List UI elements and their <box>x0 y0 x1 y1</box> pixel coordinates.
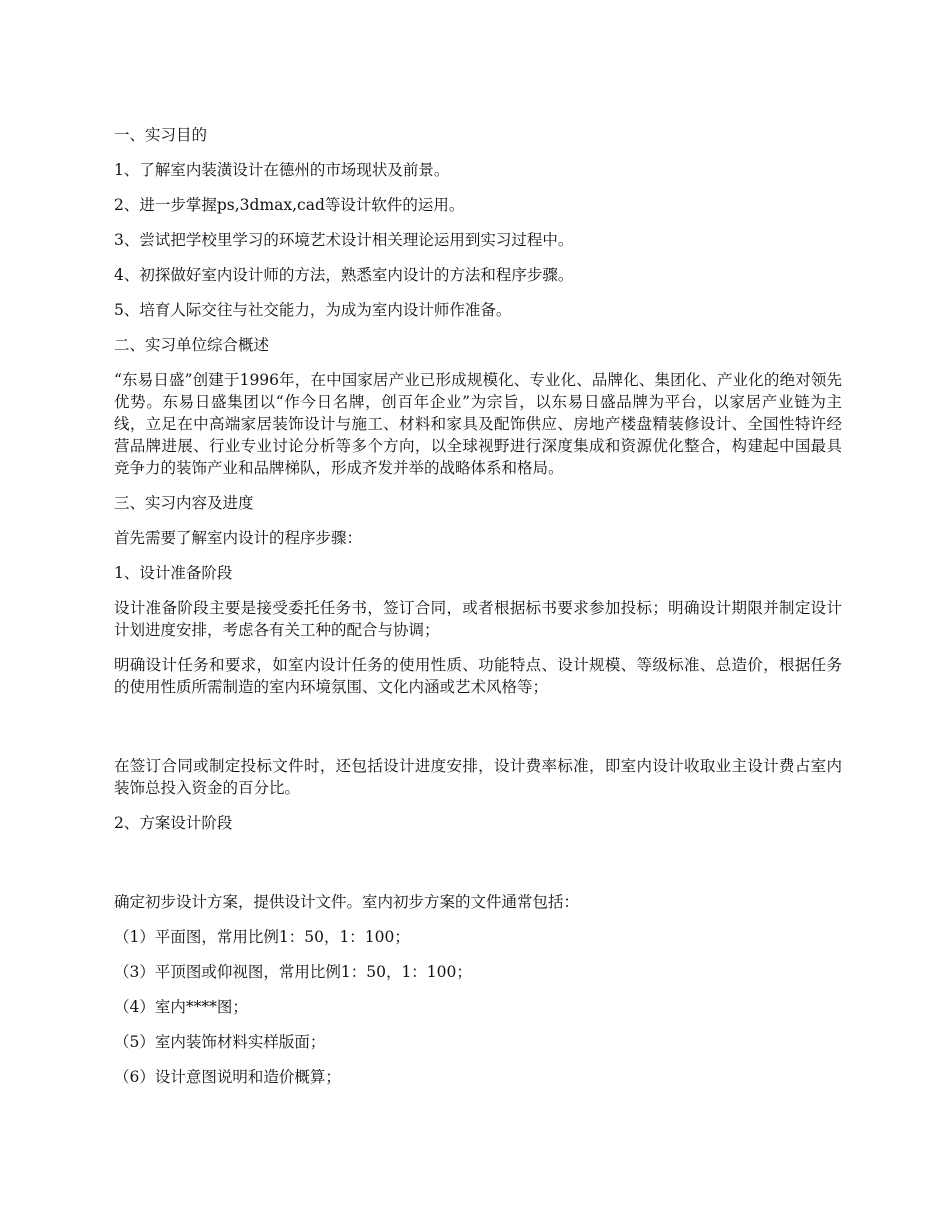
intro-sentence: 首先需要了解室内设计的程序步骤： <box>114 529 363 547</box>
scheme-intro-sentence: 确定初步设计方案，提供设计文件。室内初步方案的文件通常包括： <box>114 893 580 911</box>
deliverable-item-4: （4）室内****图； <box>114 998 248 1016</box>
deliverable-item-1: （1）平面图，常用比例1：50，1：100； <box>114 928 410 946</box>
section-heading-3: 三、实习内容及进度 <box>114 494 254 512</box>
section-heading-1: 一、实习目的 <box>114 126 208 144</box>
deliverable-item-6: （6）设计意图说明和造价概算； <box>114 1068 341 1086</box>
deliverable-item-3: （3）平顶图或仰视图，常用比例1：50，1：100； <box>114 963 472 981</box>
objective-item-4: 4、初探做好室内设计师的方法，熟悉室内设计的方法和程序步骤。 <box>114 266 574 284</box>
deliverable-item-5: （5）室内装饰材料实样版面； <box>114 1033 326 1051</box>
objective-item-2: 2、进一步掌握ps,3dmax,cad等设计软件的运用。 <box>114 196 465 214</box>
section-heading-2: 二、实习单位综合概述 <box>114 336 270 354</box>
blank-gap <box>114 847 842 891</box>
document-body <box>114 124 842 1101</box>
stage-heading-1: 1、设计准备阶段 <box>114 564 233 582</box>
stage-heading-2: 2、方案设计阶段 <box>114 814 233 832</box>
objective-item-3: 3、尝试把学校里学习的环境艺术设计相关理论运用到实习过程中。 <box>114 231 574 249</box>
blank-gap <box>114 711 842 755</box>
company-overview-paragraph: “东易日盛”创建于1996年，在中国家居产业已形成规模化、专业化、品牌化、集团化、产业化的绝对领先优势。东易日盛集团以“作今日名牌，创百年企业”为宗旨，以东易日盛品牌为平台，以家居产业链为主线，立足在中高端家居装饰设计与施工、材料和家具及配饰供应、房地产楼盘精装修设计、全国性特许经营品牌进展、行业专业讨论分析等多个方向，以全球视野进行深度集成和资源优化整合，构建起中国最具竞争力的装饰产业和品牌梯队，形成齐发并举的战略体系和格局。 <box>114 371 842 477</box>
preparation-paragraph-2: 明确设计任务和要求，如室内设计任务的使用性质、功能特点、设计规模、等级标准、总造价，根据任务的使用性质所需制造的室内环境氛围、文化内涵或艺术风格等； <box>114 656 842 696</box>
preparation-paragraph-1: 设计准备阶段主要是接受委托任务书，签订合同，或者根据标书要求参加投标；明确设计期限并制定设计计划进度安排，考虑各有关工种的配合与协调； <box>114 599 842 639</box>
contract-paragraph: 在签订合同或制定投标文件时，还包括设计进度安排，设计费率标准，即室内设计收取业主设计费占室内装饰总投入资金的百分比。 <box>114 757 842 797</box>
objective-item-1: 1、了解室内装潢设计在德州的市场现状及前景。 <box>114 161 450 179</box>
objective-item-5: 5、培育人际交往与社交能力，为成为室内设计师作准备。 <box>114 301 512 319</box>
